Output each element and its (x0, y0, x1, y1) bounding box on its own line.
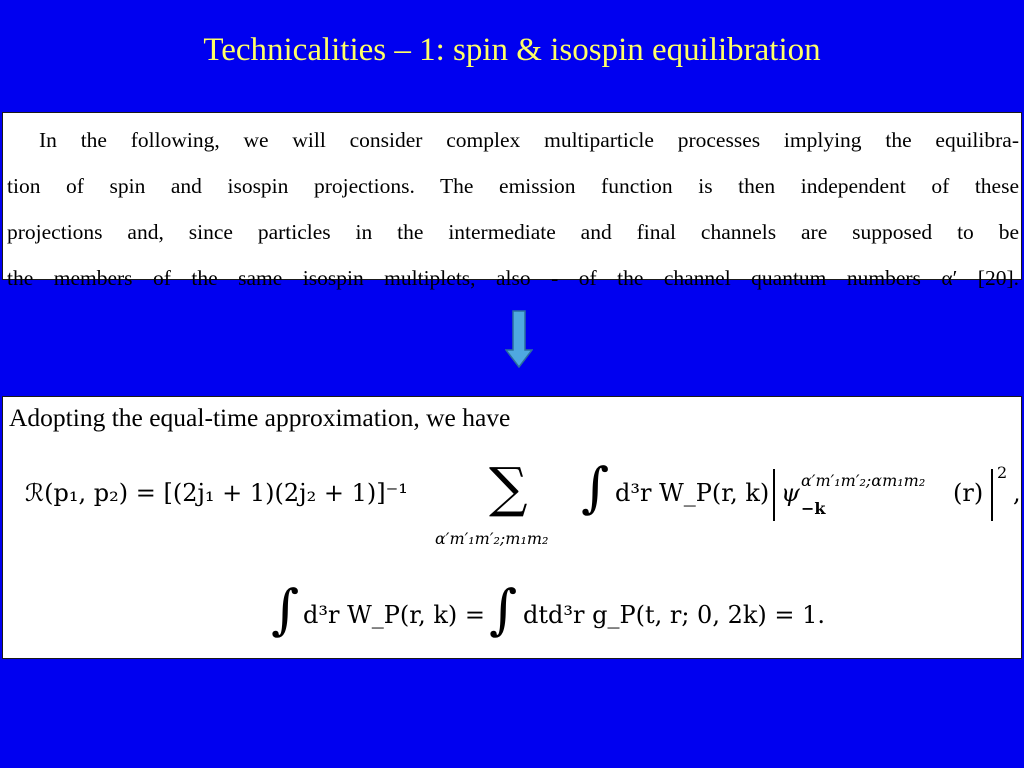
paragraph-line-3: projections and, since particles in the intermediate and final channels are supposed to be (7, 220, 1019, 244)
eq1-integral: ∫ (581, 456, 610, 519)
paragraph (7, 117, 1019, 301)
paragraph-line-2: tion of spin and isospin projections. The emission function is then independent of these (7, 174, 1019, 198)
equation-intro: Adopting the equal-time approximation, we have (9, 403, 511, 432)
eq1-psi-argument: (r) (953, 479, 984, 507)
equation-panel (2, 396, 1022, 659)
eq1-trailing-comma: , (1013, 479, 1021, 507)
eq1-abs-right (991, 469, 993, 521)
paragraph-panel (2, 112, 1022, 290)
eq1-psi-superscript: α′m′₁m′₂;αm₁m₂ (801, 471, 926, 490)
eq2-rhs: dtd³r g_P(t, r; 0, 2k) = 1. (523, 601, 826, 629)
eq1-sum-index: α′m′₁m′₂;m₁m₂ (435, 529, 549, 548)
eq1-exponent: 2 (997, 463, 1008, 482)
eq2-integral-right: ∫ (489, 578, 518, 641)
slide-title: Technicalities – 1: spin & isospin equilibration (203, 32, 821, 68)
eq1-abs-left (773, 469, 775, 521)
eq1-lhs: ℛ(p₁, p₂) = [(2j₁ + 1)(2j₂ + 1)]⁻¹ (25, 479, 408, 507)
eq2-integral-left: ∫ (271, 578, 300, 641)
paragraph-line-4: the members of the same isospin multiplets, also - of the channel quantum numbers α′ [20]. (7, 266, 1019, 290)
eq1-psi-subscript: −k (801, 499, 826, 518)
eq2-lhs: d³r W_P(r, k) = (303, 601, 486, 629)
down-arrow-icon (505, 310, 533, 368)
eq1-sum-symbol: ∑ (489, 456, 528, 519)
paragraph-line-1: In the following, we will consider complex multiparticle processes implying the equilibra- (39, 128, 1019, 152)
eq1-psi: ψ (781, 479, 800, 507)
eq1-integrand: d³r W_P(r, k) (615, 479, 770, 507)
